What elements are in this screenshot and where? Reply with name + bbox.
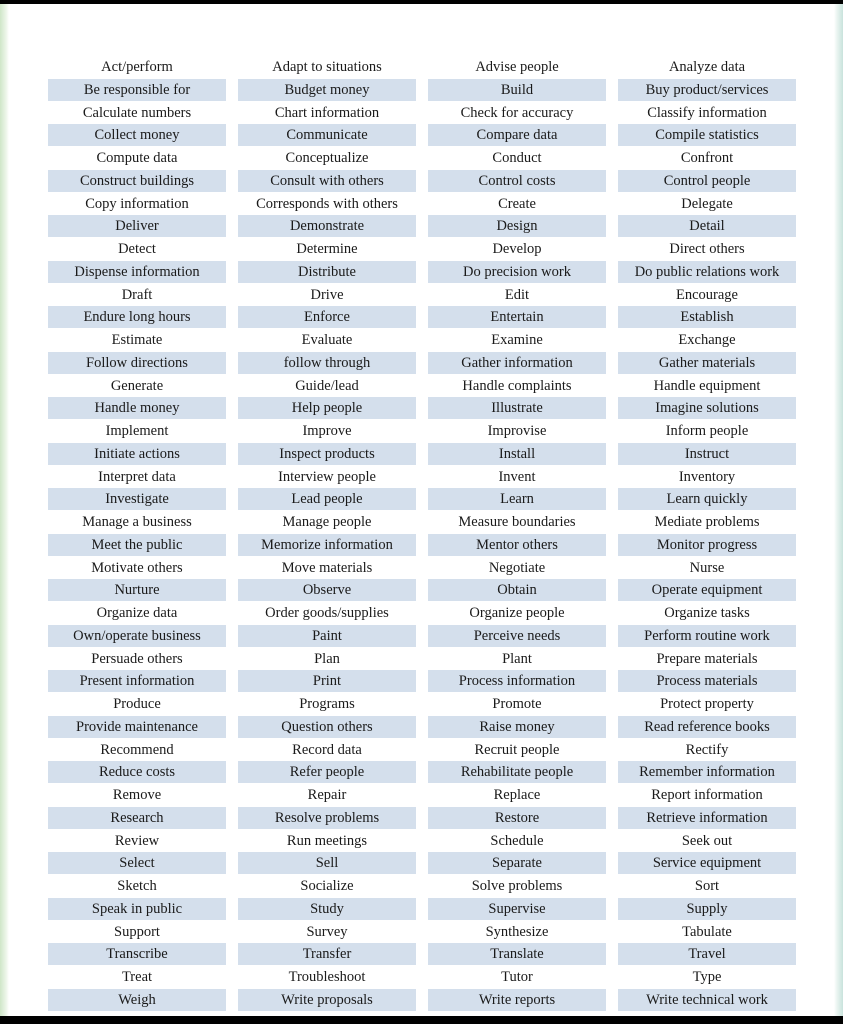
skill-cell: Support bbox=[48, 921, 226, 944]
skill-cell: Translate bbox=[428, 943, 606, 966]
skill-cell: Type bbox=[618, 966, 796, 989]
skill-cell: Evaluate bbox=[238, 329, 416, 352]
skill-cell: Recruit people bbox=[428, 739, 606, 762]
skill-cell: Meet the public bbox=[48, 534, 226, 557]
skill-cell: Deliver bbox=[48, 215, 226, 238]
skill-cell: Raise money bbox=[428, 716, 606, 739]
skill-cell: Buy product/services bbox=[618, 79, 796, 102]
skill-cell: Run meetings bbox=[238, 830, 416, 853]
skill-cell: Communicate bbox=[238, 124, 416, 147]
skill-cell: Guide/lead bbox=[238, 375, 416, 398]
skill-cell: Paint bbox=[238, 625, 416, 648]
skill-cell: Monitor progress bbox=[618, 534, 796, 557]
skill-cell: Help people bbox=[238, 397, 416, 420]
skill-cell: Compare data bbox=[428, 124, 606, 147]
skill-cell: Lead people bbox=[238, 488, 416, 511]
skill-cell: Treat bbox=[48, 966, 226, 989]
skill-cell: Distribute bbox=[238, 261, 416, 284]
skill-cell: Study bbox=[238, 898, 416, 921]
skill-cell: Write proposals bbox=[238, 989, 416, 1012]
skill-cell: Motivate others bbox=[48, 557, 226, 580]
skill-cell: Install bbox=[428, 443, 606, 466]
skill-cell: Schedule bbox=[428, 830, 606, 853]
skill-cell: Illustrate bbox=[428, 397, 606, 420]
skill-cell: Write technical work bbox=[618, 989, 796, 1012]
skill-cell: Exchange bbox=[618, 329, 796, 352]
skill-cell: Service equipment bbox=[618, 852, 796, 875]
skill-cell: Survey bbox=[238, 921, 416, 944]
skill-cell: Organize data bbox=[48, 602, 226, 625]
skill-cell: Select bbox=[48, 852, 226, 875]
skill-cell: Write reports bbox=[428, 989, 606, 1012]
skill-cell: Be responsible for bbox=[48, 79, 226, 102]
skill-cell: Perform routine work bbox=[618, 625, 796, 648]
skills-word-table bbox=[48, 56, 796, 1012]
skill-cell: Synthesize bbox=[428, 921, 606, 944]
skill-cell: Do precision work bbox=[428, 261, 606, 284]
skill-cell: Estimate bbox=[48, 329, 226, 352]
skill-cell: Design bbox=[428, 215, 606, 238]
skill-cell: Rehabilitate people bbox=[428, 761, 606, 784]
skill-cell: Consult with others bbox=[238, 170, 416, 193]
skill-cell: Sketch bbox=[48, 875, 226, 898]
skill-cell: Separate bbox=[428, 852, 606, 875]
skill-cell: follow through bbox=[238, 352, 416, 375]
skill-cell: Seek out bbox=[618, 830, 796, 853]
skill-cell: Move materials bbox=[238, 557, 416, 580]
skill-cell: Compile statistics bbox=[618, 124, 796, 147]
skill-cell: Organize people bbox=[428, 602, 606, 625]
skill-cell: Inventory bbox=[618, 466, 796, 489]
skill-cell: Sell bbox=[238, 852, 416, 875]
skill-cell: Print bbox=[238, 670, 416, 693]
skill-cell: Rectify bbox=[618, 739, 796, 762]
skill-cell: Speak in public bbox=[48, 898, 226, 921]
skill-cell: Direct others bbox=[618, 238, 796, 261]
skill-cell: Instruct bbox=[618, 443, 796, 466]
skill-cell: Supervise bbox=[428, 898, 606, 921]
skill-cell: Weigh bbox=[48, 989, 226, 1012]
skill-cell: Interview people bbox=[238, 466, 416, 489]
skill-cell: Negotiate bbox=[428, 557, 606, 580]
skill-cell: Question others bbox=[238, 716, 416, 739]
skill-cell: Control people bbox=[618, 170, 796, 193]
skill-cell: Budget money bbox=[238, 79, 416, 102]
skill-cell: Copy information bbox=[48, 193, 226, 216]
skill-cell: Solve problems bbox=[428, 875, 606, 898]
skill-cell: Enforce bbox=[238, 306, 416, 329]
skill-cell: Research bbox=[48, 807, 226, 830]
skill-cell: Report information bbox=[618, 784, 796, 807]
skill-cell: Transfer bbox=[238, 943, 416, 966]
skill-cell: Construct buildings bbox=[48, 170, 226, 193]
skill-cell: Improve bbox=[238, 420, 416, 443]
skill-cell: Programs bbox=[238, 693, 416, 716]
skill-cell: Plant bbox=[428, 648, 606, 671]
skill-cell: Demonstrate bbox=[238, 215, 416, 238]
skill-cell: Entertain bbox=[428, 306, 606, 329]
skill-cell: Operate equipment bbox=[618, 579, 796, 602]
skill-cell: Determine bbox=[238, 238, 416, 261]
skill-cell: Advise people bbox=[428, 56, 606, 79]
skill-cell: Conduct bbox=[428, 147, 606, 170]
skill-cell: Produce bbox=[48, 693, 226, 716]
skill-cell: Learn quickly bbox=[618, 488, 796, 511]
skill-cell: Generate bbox=[48, 375, 226, 398]
skill-cell: Initiate actions bbox=[48, 443, 226, 466]
skill-cell: Nurture bbox=[48, 579, 226, 602]
skill-cell: Troubleshoot bbox=[238, 966, 416, 989]
skill-cell: Recommend bbox=[48, 739, 226, 762]
skill-cell: Plan bbox=[238, 648, 416, 671]
skill-cell: Read reference books bbox=[618, 716, 796, 739]
skill-cell: Gather information bbox=[428, 352, 606, 375]
skill-cell: Replace bbox=[428, 784, 606, 807]
skill-cell: Perceive needs bbox=[428, 625, 606, 648]
skill-cell: Compute data bbox=[48, 147, 226, 170]
skill-cell: Calculate numbers bbox=[48, 102, 226, 125]
skill-cell: Protect property bbox=[618, 693, 796, 716]
skill-cell: Remove bbox=[48, 784, 226, 807]
skill-cell: Tabulate bbox=[618, 921, 796, 944]
skill-cell: Improvise bbox=[428, 420, 606, 443]
skill-cell: Invent bbox=[428, 466, 606, 489]
skill-cell: Classify information bbox=[618, 102, 796, 125]
skill-cell: Handle equipment bbox=[618, 375, 796, 398]
skill-cell: Adapt to situations bbox=[238, 56, 416, 79]
skill-cell: Interpret data bbox=[48, 466, 226, 489]
skill-cell: Conceptualize bbox=[238, 147, 416, 170]
skill-cell: Nurse bbox=[618, 557, 796, 580]
skill-cell: Mediate problems bbox=[618, 511, 796, 534]
skill-cell: Control costs bbox=[428, 170, 606, 193]
skill-cell: Do public relations work bbox=[618, 261, 796, 284]
skill-cell: Supply bbox=[618, 898, 796, 921]
skill-cell: Tutor bbox=[428, 966, 606, 989]
skill-cell: Mentor others bbox=[428, 534, 606, 557]
skill-cell: Detail bbox=[618, 215, 796, 238]
skill-cell: Check for accuracy bbox=[428, 102, 606, 125]
skill-cell: Follow directions bbox=[48, 352, 226, 375]
skill-cell: Examine bbox=[428, 329, 606, 352]
skill-cell: Detect bbox=[48, 238, 226, 261]
skill-cell: Collect money bbox=[48, 124, 226, 147]
page-left-edge bbox=[0, 4, 9, 1016]
skill-cell: Retrieve information bbox=[618, 807, 796, 830]
skill-cell: Build bbox=[428, 79, 606, 102]
skill-cell: Handle complaints bbox=[428, 375, 606, 398]
skill-cell: Manage people bbox=[238, 511, 416, 534]
skill-cell: Inform people bbox=[618, 420, 796, 443]
skill-cell: Develop bbox=[428, 238, 606, 261]
skill-cell: Transcribe bbox=[48, 943, 226, 966]
skill-cell: Promote bbox=[428, 693, 606, 716]
skill-cell: Delegate bbox=[618, 193, 796, 216]
skill-cell: Socialize bbox=[238, 875, 416, 898]
skill-cell: Prepare materials bbox=[618, 648, 796, 671]
skills-document-page bbox=[0, 4, 843, 1016]
skill-cell: Encourage bbox=[618, 284, 796, 307]
skill-cell: Dispense information bbox=[48, 261, 226, 284]
skill-cell: Analyze data bbox=[618, 56, 796, 79]
skill-cell: Chart information bbox=[238, 102, 416, 125]
skill-cell: Observe bbox=[238, 579, 416, 602]
skill-cell: Process materials bbox=[618, 670, 796, 693]
skill-cell: Travel bbox=[618, 943, 796, 966]
skill-cell: Organize tasks bbox=[618, 602, 796, 625]
skill-cell: Remember information bbox=[618, 761, 796, 784]
skill-cell: Implement bbox=[48, 420, 226, 443]
skill-cell: Persuade others bbox=[48, 648, 226, 671]
skill-cell: Memorize information bbox=[238, 534, 416, 557]
skill-cell: Sort bbox=[618, 875, 796, 898]
skill-cell: Create bbox=[428, 193, 606, 216]
skill-cell: Act/perform bbox=[48, 56, 226, 79]
skill-cell: Repair bbox=[238, 784, 416, 807]
skill-cell: Refer people bbox=[238, 761, 416, 784]
skill-cell: Record data bbox=[238, 739, 416, 762]
skill-cell: Restore bbox=[428, 807, 606, 830]
skill-cell: Imagine solutions bbox=[618, 397, 796, 420]
skill-cell: Own/operate business bbox=[48, 625, 226, 648]
skill-cell: Order goods/supplies bbox=[238, 602, 416, 625]
skill-cell: Manage a business bbox=[48, 511, 226, 534]
skill-cell: Reduce costs bbox=[48, 761, 226, 784]
page-right-edge bbox=[834, 4, 843, 1016]
skill-cell: Handle money bbox=[48, 397, 226, 420]
skill-cell: Present information bbox=[48, 670, 226, 693]
skill-cell: Review bbox=[48, 830, 226, 853]
skill-cell: Investigate bbox=[48, 488, 226, 511]
skill-cell: Gather materials bbox=[618, 352, 796, 375]
skill-cell: Measure boundaries bbox=[428, 511, 606, 534]
skill-cell: Inspect products bbox=[238, 443, 416, 466]
skill-cell: Resolve problems bbox=[238, 807, 416, 830]
skill-cell: Endure long hours bbox=[48, 306, 226, 329]
skill-cell: Provide maintenance bbox=[48, 716, 226, 739]
skill-cell: Process information bbox=[428, 670, 606, 693]
skill-cell: Drive bbox=[238, 284, 416, 307]
skill-cell: Draft bbox=[48, 284, 226, 307]
skill-cell: Obtain bbox=[428, 579, 606, 602]
skill-cell: Corresponds with others bbox=[238, 193, 416, 216]
skill-cell: Edit bbox=[428, 284, 606, 307]
skill-cell: Confront bbox=[618, 147, 796, 170]
skill-cell: Learn bbox=[428, 488, 606, 511]
skill-cell: Establish bbox=[618, 306, 796, 329]
